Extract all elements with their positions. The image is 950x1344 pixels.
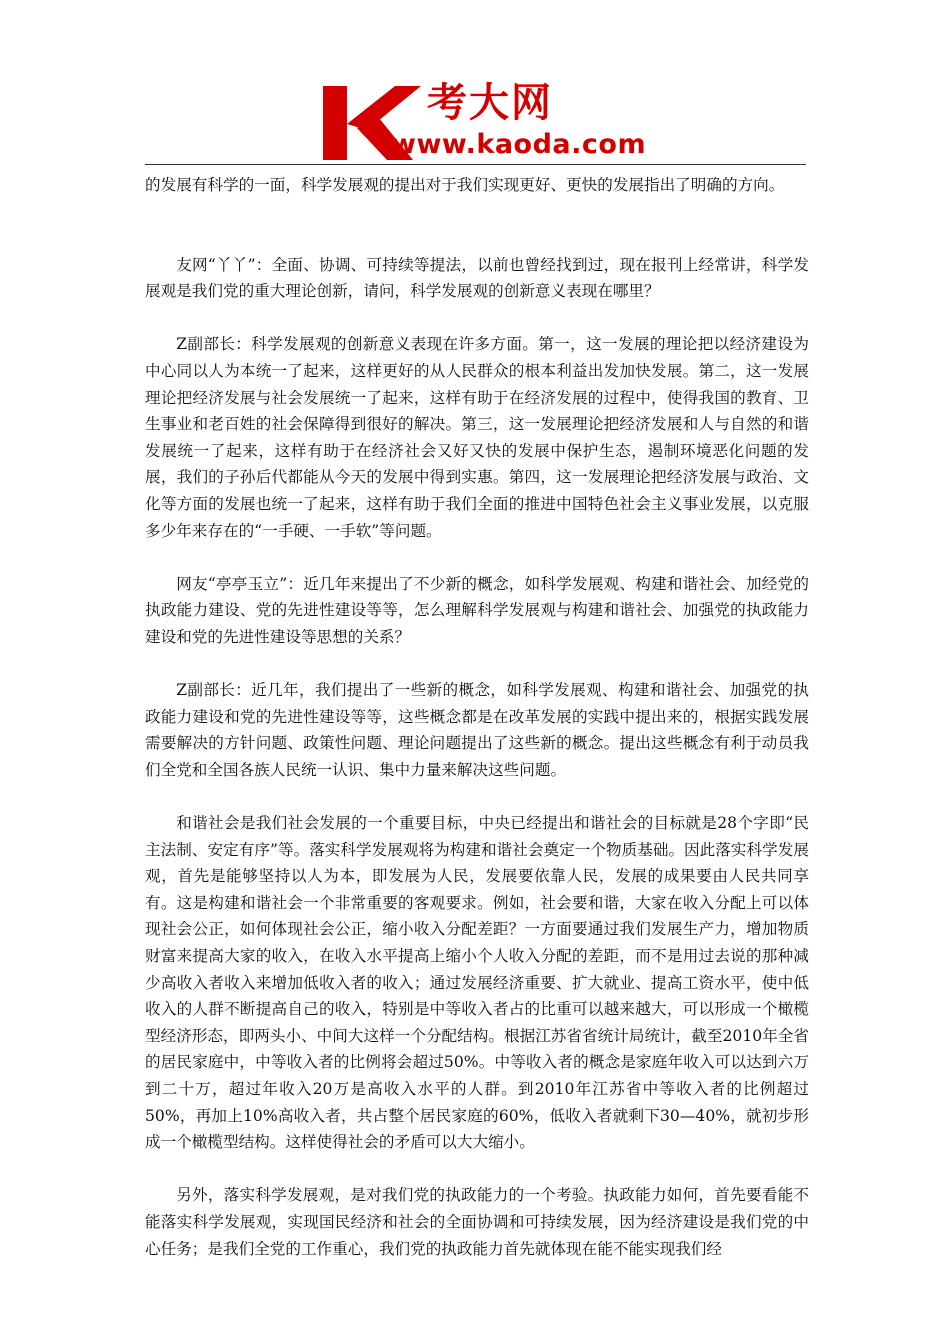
logo-url[interactable]: www.kaoda.com (391, 129, 647, 160)
paragraph-question-tingting: 网友“亭亭玉立”：近几年来提出了不少新的概念，如科学发展观、构建和谐社会、加经党的执政能力建设、党的先进性建设等等，怎么理解科学发展观与构建和谐社会、加强党的执政能力建设和党的先进性建设等思想的关系？ (145, 574, 809, 646)
kaoda-logo[interactable] (317, 80, 647, 166)
paragraph-answer-concepts: Z副部长：近几年，我们提出了一些新的概念，如科学发展观、构建和谐社会、加强党的执政能力建设和党的先进性建设等等，这些概念都是在改革发展的实践中提出来的，根据实践发展需要解决的方针问题、政策性问题、理论问题提出了这些新的概念。提出这些概念有利于动员我们全党和全国各族人民统一认识、集中力量来解决这些问题。 (145, 681, 809, 779)
paragraph-continuation: 的发展有科学的一面，科学发展观的提出对于我们实现更好、更快的发展指出了明确的方向。 (145, 176, 785, 194)
header-divider (145, 164, 806, 165)
logo-letter: K (372, 128, 373, 129)
paragraph-governing-ability: 另外，落实科学发展观，是对我们党的执政能力的一个考验。执政能力如何，首先要看能不能落实科学发展观，实现国民经济和社会的全面协调和可持续发展，因为经济建设是我们党的中心任务；是我们全党的工作重心，我们党的执政能力首先就体现在能不能实现我们经 (145, 1186, 809, 1258)
paragraph-answer-innovation: Z副部长：科学发展观的创新意义表现在许多方面。第一，这一发展的理论把以经济建设为中心同以人为本统一了起来，这样更好的从人民群众的根本利益出发加快发展。第二，这一发展理论把经济发展与社会发展统一了起来，这样有助于在经济发展的过程中，使得我国的教育、卫生事业和老百姓的社会保障得到很好的解决。第三，这一发展理论把经济发展和人与自然的和谐发展统一了起来，这样有助于在经济社会又好又快的发展中保护生态，遏制环境恶化问题的发展，我们的子孙后代都能从今天的发展中得到实惠。第四，这一发展理论把经济发展与政治、文化等方面的发展也统一了起来，这样有助于我们全面的推进中国特色社会主义事业发展，以克服多少年来存在的“一手硬、一手软”等问题。 (145, 335, 809, 540)
logo-chinese-title: 考大网 (427, 80, 553, 126)
article-body (145, 172, 809, 1262)
page-header (145, 60, 806, 166)
paragraph-harmonious-society: 和谐社会是我们社会发展的一个重要目标，中央已经提出和谐社会的目标就是28个字即“民主法制、安定有序”等。落实科学发展观将为构建和谐社会奠定一个物质基础。因此落实科学发展观，首先是能够坚持以人为本，即发展为人民，发展要依靠人民，发展的成果要由人民共同享有。这是构建和谐社会一个非常重要的客观要求。例如，社会要和谐，大家在收入分配上可以体现社会公正，如何体现社会公正，缩小收入分配差距？一方面要通过我们发展生产力，增加物质财富来提高大家的收入，在收入水平提高上缩小个人收入分配的差距，而不是用过去说的那种减少高收入者收入来增加低收入者的收入；通过发展经济重要、扩大就业、提高工资水平，使中低收入的人群不断提高自己的收入，特别是中等收入者占的比重可以越来越大，可以形成一个橄榄型经济形态，即两头小、中间大这样一个分配结构。根据江苏省省统计局统计，截至2010年全省的居民家庭中，中等收入者的比例将会超过50%。中等收入者的概念是家庭年收入可以达到六万到二十万，超过年收入20万是高收入水平的人群。到2010年江苏省中等收入者的比例超过50%，再加上10%高收入者，共占整个居民家庭的60%，低收入者就剩下30—40%，就初步形成一个橄榄型结构。这样使得社会的矛盾可以大大缩小。 (145, 814, 809, 1152)
paragraph-question-yaya: 友网“丫丫”：全面、协调、可持续等提法，以前也曾经找到过，现在报刊上经常讲，科学发展观是我们党的重大理论创新，请问，科学发展观的创新意义表现在哪里？ (145, 255, 809, 301)
